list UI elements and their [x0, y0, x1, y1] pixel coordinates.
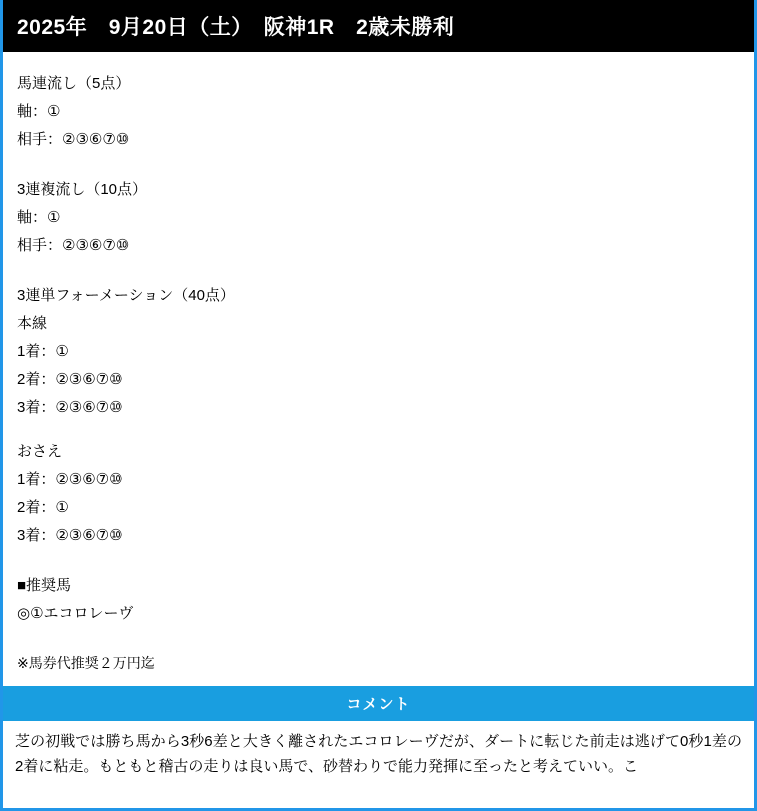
bet-block-sanrentan: [17, 282, 740, 550]
recommended-horse: ◎①エコロレーヴ: [17, 605, 134, 622]
bet-heading: 3連単フォーメーション（40点）: [17, 287, 235, 304]
page-title: 2025年 9月20日（土） 阪神1R 2歳未勝利: [3, 0, 754, 52]
bet-heading: 3連複流し（10点）: [17, 181, 148, 198]
spacer: [17, 628, 740, 650]
bet-row-first: 1着：①: [17, 343, 69, 360]
spacer: [17, 260, 740, 282]
bet-row-partners: 相手：②③⑥⑦⑩: [17, 131, 130, 148]
spacer: [17, 154, 740, 176]
budget-note: ※馬券代推奨２万円迄: [17, 655, 155, 671]
bet-row-second: 2着：②③⑥⑦⑩: [17, 371, 123, 388]
bet-row-axis: 軸：①: [17, 209, 61, 226]
recommended-heading: ■推奨馬: [17, 577, 72, 594]
bet-content: [3, 52, 754, 676]
spacer: [17, 550, 740, 572]
bet-row-backup-third: 3着：②③⑥⑦⑩: [17, 527, 123, 544]
bet-row-backup-first: 1着：②③⑥⑦⑩: [17, 471, 123, 488]
bet-row-backup-label: おさえ: [17, 443, 63, 460]
recommended-horse-block: [17, 572, 740, 628]
bet-row-backup-second: 2着：①: [17, 499, 69, 516]
spacer: [17, 422, 740, 438]
bet-row-third: 3着：②③⑥⑦⑩: [17, 399, 123, 416]
bet-row-axis: 軸：①: [17, 103, 61, 120]
bet-block-umaren: [17, 70, 740, 154]
bet-row-partners: 相手：②③⑥⑦⑩: [17, 237, 130, 254]
bet-block-sanrenpuku: [17, 176, 740, 260]
bet-heading: 馬連流し（5点）: [17, 75, 131, 92]
comment-body: 芝の初戦では勝ち馬から3秒6差と大きく離されたエコロレーヴだが、ダートに転じた前走は逃げて0秒1差の2着に粘走。もともと稽古の走りは良い馬で、砂替わりで能力発揮に至ったと考えていい。こ: [15, 733, 742, 775]
comment-section-header: コメント: [3, 686, 754, 721]
bet-row-main-label: 本線: [17, 315, 48, 332]
